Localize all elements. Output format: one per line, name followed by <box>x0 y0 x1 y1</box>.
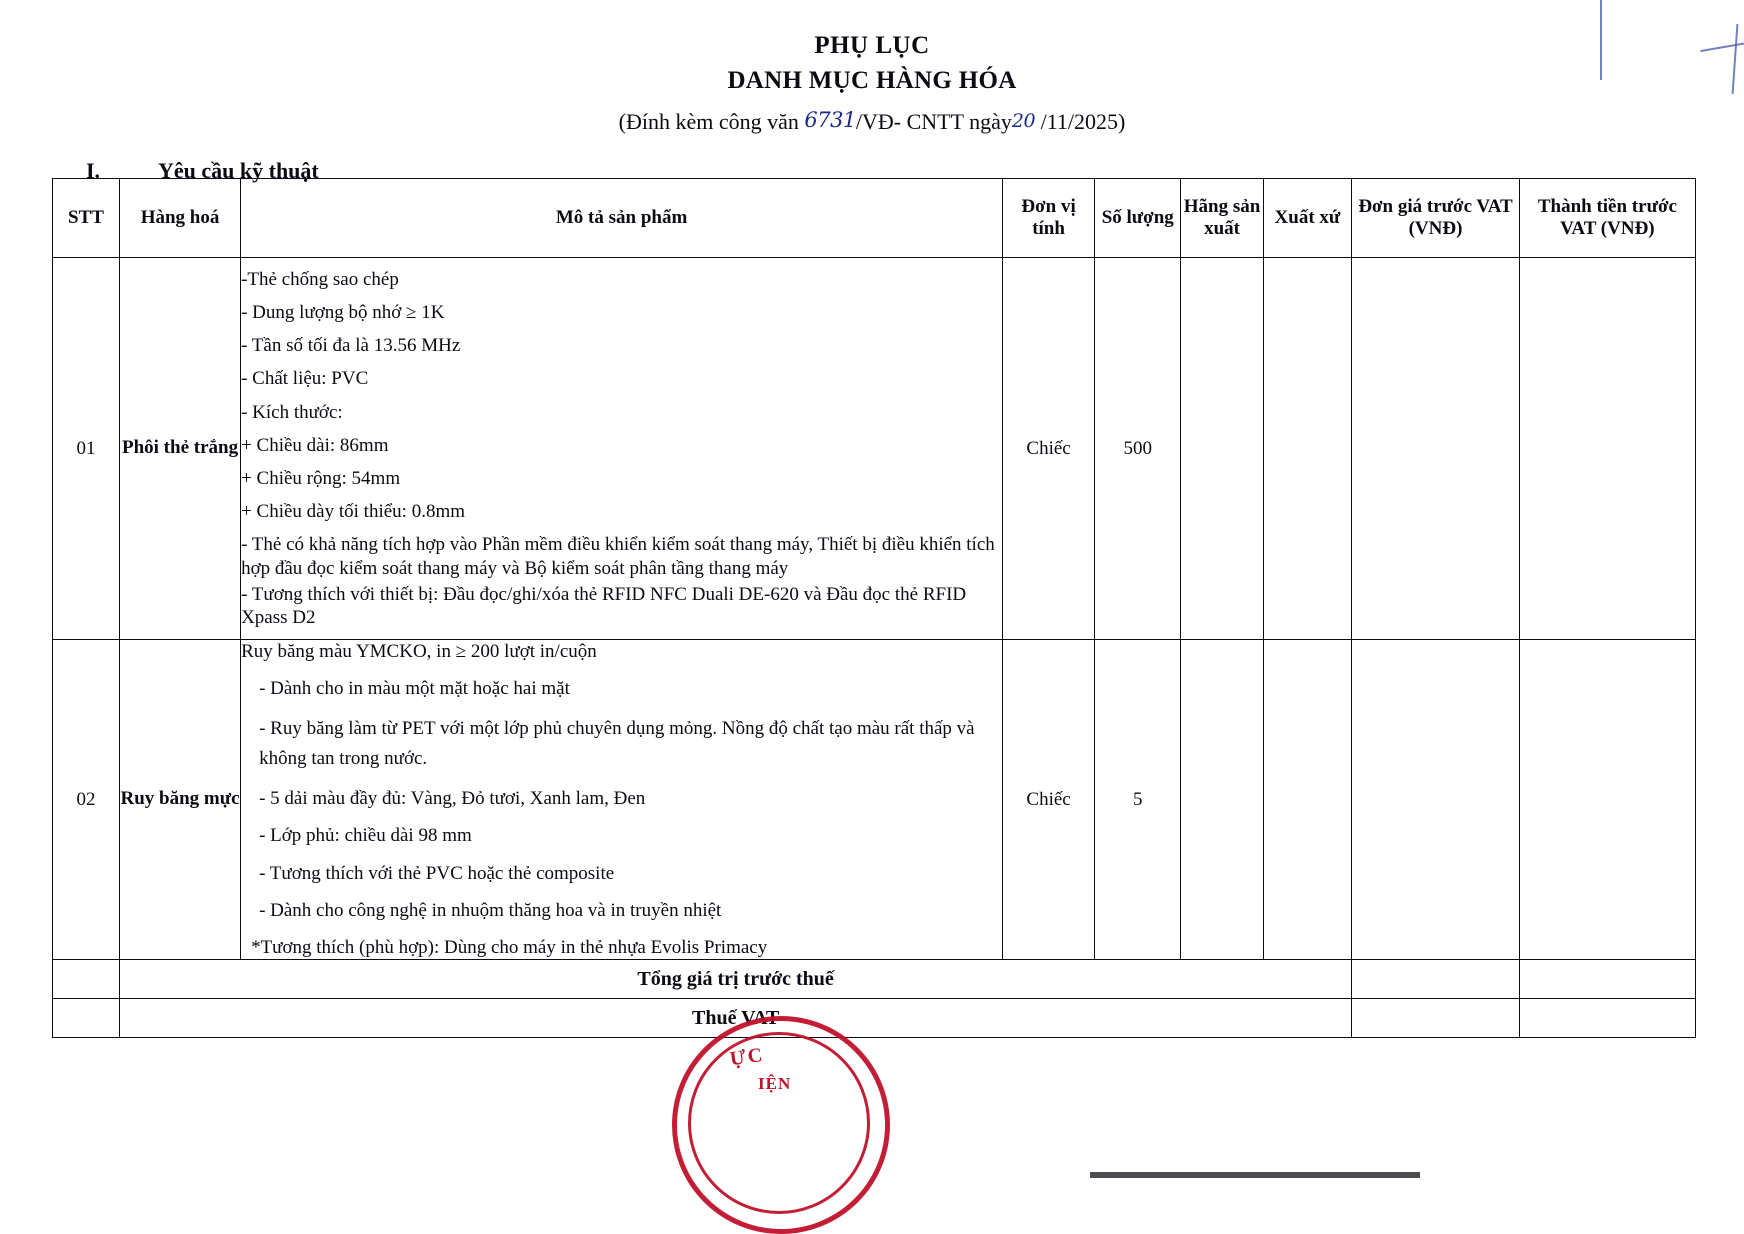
desc-line: - Tương thích với thiết bị: Đầu đọc/ghi/xóa thẻ RFID NFC Duali DE-620 và Đầu đọc thẻ RFID Xpass D2 <box>241 583 967 628</box>
column-header-don-gia: Đơn giá trước VAT (VNĐ) <box>1352 179 1520 258</box>
cell-vat-amount <box>1519 999 1695 1038</box>
column-header-hang-san-xuat: Hãng sản xuất <box>1181 179 1263 258</box>
page-bottom-mark <box>1090 1172 1420 1178</box>
column-header-thanh-tien: Thành tiền trước VAT (VNĐ) <box>1519 179 1695 258</box>
cell-empty <box>53 999 120 1038</box>
desc-line: - Kích thước: <box>241 401 343 423</box>
desc-line: - 5 dải màu đầy đủ: Vàng, Đỏ tươi, Xanh lam, Đen <box>259 788 646 810</box>
column-header-stt: STT <box>53 179 120 258</box>
column-header-don-vi-tinh: Đơn vị tính <box>1003 179 1095 258</box>
cell-xuat-xu <box>1263 640 1352 960</box>
seal-text-top: ỰC <box>728 1043 766 1071</box>
desc-line: *Tương thích (phù hợp): Dùng cho máy in thẻ nhựa Evolis Primacy <box>251 936 768 958</box>
desc-line: -Thẻ chống sao chép <box>241 268 399 290</box>
desc-line: - Chất liệu: PVC <box>241 368 369 390</box>
cell-mo-ta <box>241 640 1003 960</box>
cell-mo-ta <box>241 258 1003 640</box>
cell-so-luong: 5 <box>1095 640 1181 960</box>
cell-don-gia <box>1352 258 1520 640</box>
total-label: Tổng giá trị trước thuế <box>120 960 1352 999</box>
cell-xuat-xu <box>1263 258 1352 640</box>
desc-line: + Chiều rộng: 54mm <box>241 468 401 489</box>
cell-hang-hoa: Ruy băng mực <box>120 640 241 960</box>
column-header-so-luong: Số lượng <box>1095 179 1181 258</box>
section-number: I. <box>86 158 101 184</box>
reference-prefix: (Đính kèm công văn <box>618 108 799 134</box>
table-header-row <box>53 179 1696 258</box>
section-title: Yêu cầu kỹ thuật <box>158 158 319 184</box>
desc-line: Ruy băng màu YMCKO, in ≥ 200 lượt in/cuộn <box>241 641 597 662</box>
cell-empty <box>53 960 120 999</box>
desc-line: - Dành cho in màu một mặt hoặc hai mặt <box>259 678 570 700</box>
cell-so-luong: 500 <box>1095 258 1181 640</box>
seal-text-mid: IỆN <box>758 1074 792 1093</box>
desc-line: - Tương thích với thẻ PVC hoặc thẻ composite <box>259 862 615 884</box>
page-title: PHỤ LỤC <box>814 32 930 59</box>
cell-hang-hoa: Phôi thẻ trắng <box>120 258 241 640</box>
cell-don-vi-tinh: Chiếc <box>1003 640 1095 960</box>
page-subtitle: DANH MỤC HÀNG HÓA <box>727 67 1017 95</box>
vat-label: Thuế VAT <box>120 999 1352 1038</box>
seal-outer-ring <box>672 1016 890 1234</box>
desc-line: - Dành cho công nghệ in nhuộm thăng hoa và in truyền nhiệt <box>259 899 722 921</box>
cell-don-vi-tinh: Chiếc <box>1003 258 1095 640</box>
document-reference-line <box>0 108 1744 137</box>
column-header-mo-ta: Mô tả sản phẩm <box>241 179 1003 258</box>
handwritten-doc-number: 6731 <box>804 107 856 132</box>
table-footer-row-total <box>53 960 1696 999</box>
table-row <box>53 640 1696 960</box>
cell-don-gia <box>1352 640 1520 960</box>
cell-vat-value <box>1352 999 1520 1038</box>
official-seal-stamp <box>672 1016 884 1182</box>
cell-total-value <box>1352 960 1520 999</box>
document-title-block <box>0 30 1744 136</box>
reference-mid: /VĐ- CNTT ngày <box>855 108 1012 134</box>
reference-suffix: /11/2025) <box>1040 108 1126 134</box>
table-row <box>53 258 1696 640</box>
desc-line: - Lớp phủ: chiều dài 98 mm <box>259 825 472 847</box>
cell-hang-san-xuat <box>1181 640 1263 960</box>
desc-line: - Dung lượng bộ nhớ ≥ 1K <box>241 302 445 324</box>
column-header-hang-hoa: Hàng hoá <box>120 179 241 258</box>
handwritten-day: 20 <box>1011 109 1036 132</box>
desc-line: + Chiều dày tối thiểu: 0.8mm <box>241 501 465 523</box>
goods-table <box>52 178 1696 1038</box>
desc-line: - Thẻ có khả năng tích hợp vào Phần mềm điều khiển kiểm soát thang máy, Thiết bị điều khiển tích hợp đầu đọc kiểm soát thang máy và Bộ kiểm soát phân tầng thang máy <box>241 534 995 579</box>
seal-inner-ring <box>688 1032 870 1214</box>
table-footer-row-vat <box>53 999 1696 1038</box>
cell-hang-san-xuat <box>1181 258 1263 640</box>
desc-line: - Ruy băng làm từ PET với một lớp phủ chuyên dụng mỏng. Nồng độ chất tạo màu rất thấp và không tan trong nước. <box>259 718 975 769</box>
column-header-xuat-xu: Xuất xứ <box>1263 179 1352 258</box>
cell-stt: 02 <box>53 640 120 960</box>
desc-line: - Tần số tối đa là 13.56 MHz <box>241 335 461 357</box>
cell-total-amount <box>1519 960 1695 999</box>
desc-line: + Chiều dài: 86mm <box>241 434 389 456</box>
cell-thanh-tien <box>1519 258 1695 640</box>
cell-stt: 01 <box>53 258 120 640</box>
cell-thanh-tien <box>1519 640 1695 960</box>
